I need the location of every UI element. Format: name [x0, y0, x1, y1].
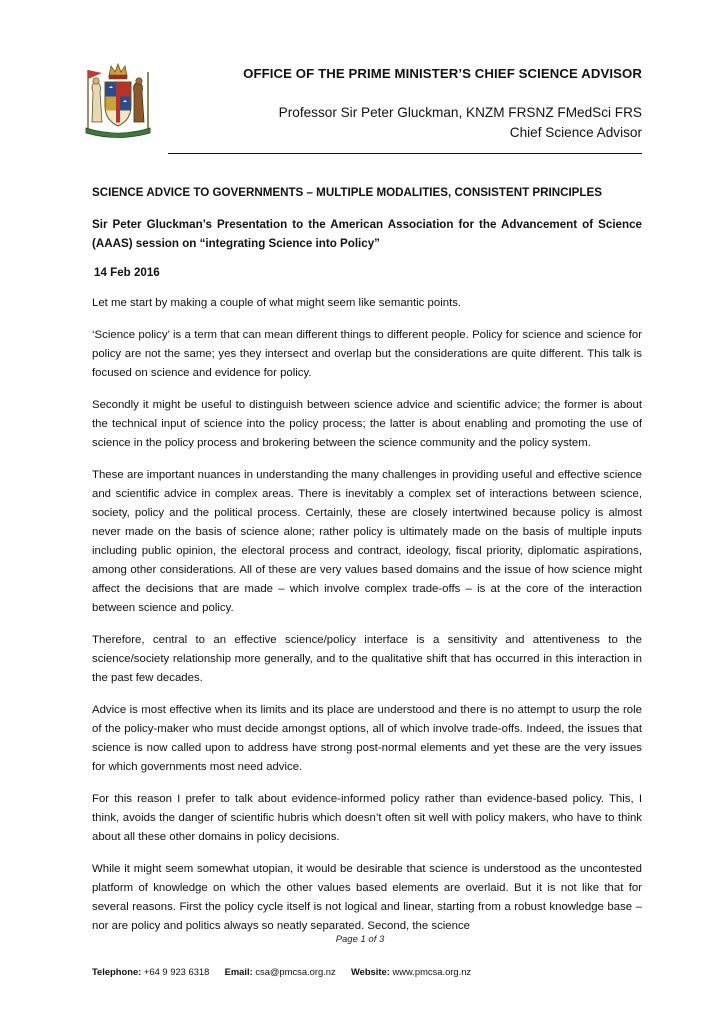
- paragraph: These are important nuances in understanding the many challenges in providing useful and effective science and scientific advice in complex areas. There is inevitably a complex set of interactions between science, society, policy and the political process. Certainly, these are closely intertwined because policy is almost never made on the basis of science alone; rather policy is ultimately made on the basis of multiple inputs including public opinion, the electoral process and contract, ideology, fiscal priority, diplomatic aspirations, among other considerations. All of these are very values based domains and the issue of how science might affect the decisions that are made – which involve complex trade-offs – is at the core of the interaction between science and policy.: [92, 469, 642, 614]
- page-number: Page 1 of 3: [335, 934, 385, 945]
- advisor-role: Chief Science Advisor: [509, 125, 642, 140]
- document-body: [92, 184, 642, 949]
- header-divider: [168, 153, 642, 154]
- paragraph: ‘Science policy’ is a term that can mean different things to different people. Policy for science and science for policy are not the same; yes they intersect and overlap but the considerations are quite different. This talk is focused on science and evidence for policy.: [92, 329, 642, 379]
- website-label: Website:: [350, 966, 390, 977]
- telephone-value: +64 9 923 6318: [143, 966, 210, 977]
- telephone-label: Telephone:: [92, 966, 142, 977]
- email-label: Email:: [224, 966, 253, 977]
- paragraph: For this reason I prefer to talk about evidence-informed policy rather than evidence-based policy. This, I think, avoids the danger of scientific hubris which doesn’t often sit well with policy makers, who have to think about all these other domains in policy decisions.: [92, 793, 642, 843]
- nz-coat-of-arms-icon: [78, 62, 158, 140]
- paragraph: Secondly it might be useful to distinguish between science advice and scientific advice; the former is about the technical input of science into the policy process; the latter is about enabling and promoting the use of science in the policy process and brokering between the science community and the policy system.: [92, 399, 642, 449]
- paragraph: Advice is most effective when its limits and its place are understood and there is no attempt to usurp the role of the policy-maker who must decide amongst options, all of which involve trade-offs. Indeed, the issues that science is now called upon to address have strong post-normal elements and yet these are the very issues for which governments most need advice.: [92, 704, 642, 773]
- office-title: OFFICE OF THE PRIME MINISTER’S CHIEF SCIENCE ADVISOR: [243, 66, 642, 81]
- document-subheading: Sir Peter Gluckman’s Presentation to the American Association for the Advancement of Science (AAAS) session on “integrating Science into Policy”: [92, 218, 642, 250]
- paragraph: Let me start by making a couple of what might seem like semantic points.: [92, 297, 462, 309]
- contact-footer: [92, 966, 471, 977]
- website-link[interactable]: www.pmcsa.org.nz: [392, 966, 472, 977]
- document-heading: SCIENCE ADVICE TO GOVERNMENTS – MULTIPLE MODALITIES, CONSISTENT PRINCIPLES: [92, 186, 602, 199]
- advisor-name: Professor Sir Peter Gluckman, KNZM FRSNZ FMedSci FRS: [278, 105, 642, 120]
- document-date: 14 Feb 2016: [94, 266, 160, 279]
- email-link[interactable]: csa@pmcsa.org.nz: [255, 966, 336, 977]
- paragraph: Therefore, central to an effective science/policy interface is a sensitivity and attentiveness to the science/society relationship more generally, and to the qualitative shift that has occurred in this interaction in the past few decades.: [92, 634, 642, 684]
- paragraph: While it might seem somewhat utopian, it would be desirable that science is understood as the uncontested platform of knowledge on which the other values based elements are overlaid. But it is not like that for several reasons. First the policy cycle itself is not logical and linear, starting from a robust knowledge base – nor are policy and politics always so neatly separated. Second, the science: [92, 863, 642, 932]
